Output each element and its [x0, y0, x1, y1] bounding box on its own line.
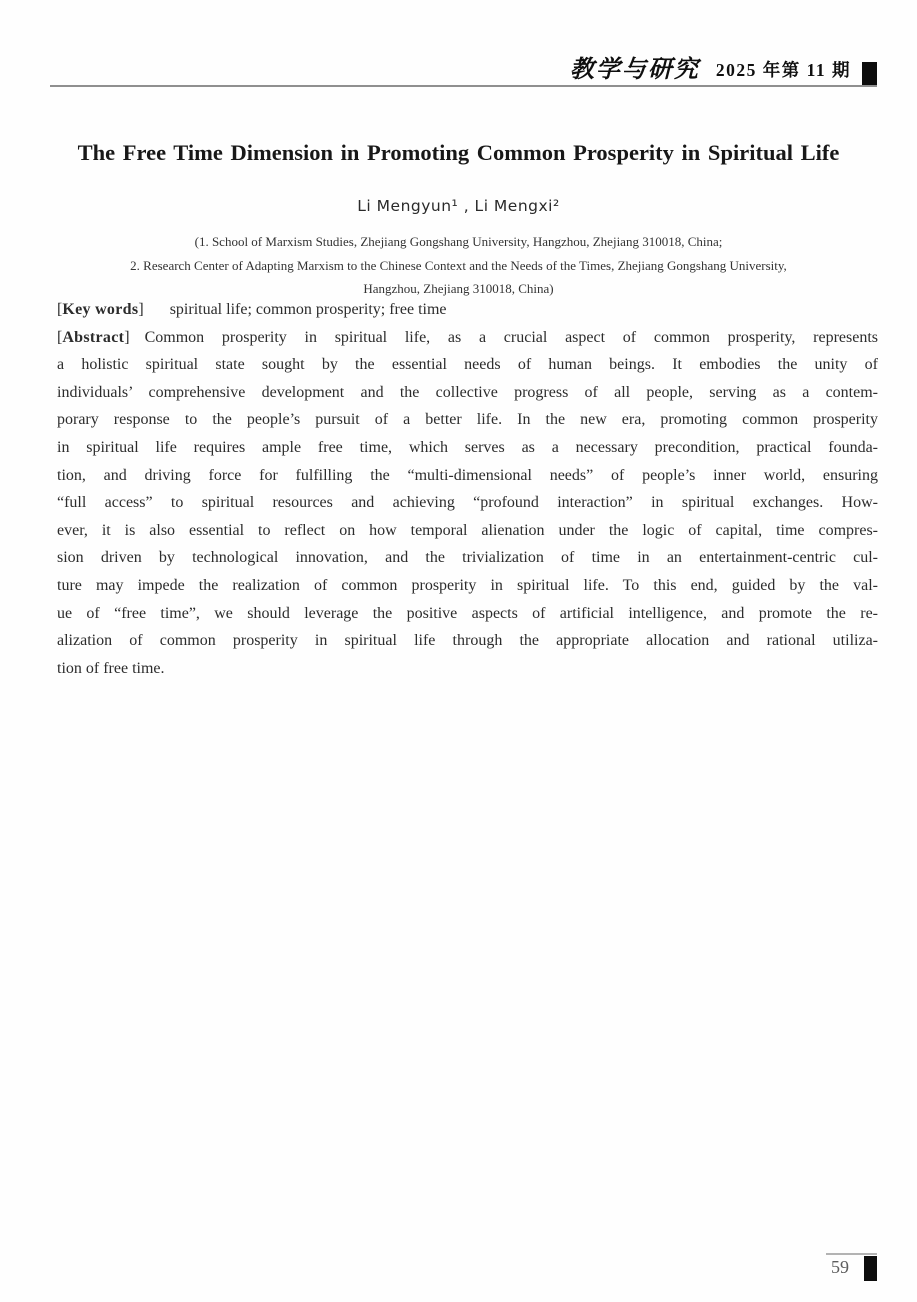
abstract-line: sion driven by technological innovation, and the trivialization of time in an entertainment-centric cul-: [57, 549, 878, 567]
affiliation-line: 2. Research Center of Adapting Marxism to the Chinese Context and the Needs of the Times, Zhejiang Gongshang University,: [130, 257, 787, 273]
page-header: [570, 55, 877, 85]
header-black-tab-icon: [862, 62, 877, 85]
abstract-text: Common prosperity in spiritual life, as a crucial aspect of common prosperity, represents: [144, 328, 878, 346]
article-title: The Free Time Dimension in Promoting Common Prosperity in Spiritual Life: [77, 140, 840, 165]
abstract-line: a holistic spiritual state sought by the essential needs of human beings. It embodies the unity of: [57, 356, 878, 374]
affiliations-block: [40, 230, 877, 301]
abstract-line: [57, 324, 878, 352]
page-footer: [826, 1253, 877, 1281]
abstract-line: individuals’ comprehensive development and the collective progress of all people, serving as a contem-: [57, 383, 878, 401]
abstract-line: tion of free time.: [57, 659, 165, 677]
header-rule: [50, 85, 877, 87]
keywords-text: spiritual life; common prosperity; free time: [169, 301, 447, 318]
page-number: 59: [831, 1257, 849, 1277]
affiliation-line: (1. School of Marxism Studies, Zhejiang Gongshang University, Hangzhou, Zhejiang 310018, China;: [194, 234, 723, 249]
journal-name: 教学与研究: [569, 57, 700, 83]
abstract-line: ever, it is also essential to reflect on how temporal alienation under the logic of capital, time compres-: [57, 521, 878, 539]
abstract-line: porary response to the people’s pursuit of a better life. In the new era, promoting common prosperity: [57, 411, 878, 429]
abstract-line: ture may impede the realization of common prosperity in spiritual life. To this end, guided by the val-: [57, 576, 878, 594]
article-body: [57, 296, 878, 682]
abstract-label: [57, 329, 130, 346]
abstract-line: in spiritual life requires ample free time, which serves as a necessary precondition, practical founda-: [57, 438, 878, 456]
issue-info: 2025 年第 11 期: [715, 60, 851, 80]
close-bracket: ]: [124, 328, 130, 346]
keywords-label: [57, 301, 144, 318]
keywords-line: [57, 296, 878, 324]
affiliation-line: Hangzhou, Zhejiang 310018, China): [363, 281, 554, 296]
keywords-label-text: Key words: [62, 301, 139, 318]
abstract-line: “full access” to spiritual resources and achieving “profound interaction” in spiritual exchanges. How-: [57, 494, 878, 512]
close-bracket: ]: [138, 301, 144, 318]
abstract-label-text: Abstract: [62, 328, 125, 346]
footer-black-tab-icon: [864, 1256, 877, 1281]
abstract-line: tion, and driving force for fulfilling the “multi-dimensional needs” of people’s inner world, ensuring: [57, 466, 878, 484]
authors-line: Li Mengyun¹ , Li Mengxi²: [357, 197, 560, 215]
open-bracket: [: [57, 301, 63, 318]
open-bracket: [: [57, 328, 63, 346]
abstract-line: alization of common prosperity in spiritual life through the appropriate allocation and rational utiliza-: [57, 632, 878, 650]
abstract-line: ue of “free time”, we should leverage the positive aspects of artificial intelligence, and promote the re-: [57, 604, 878, 622]
